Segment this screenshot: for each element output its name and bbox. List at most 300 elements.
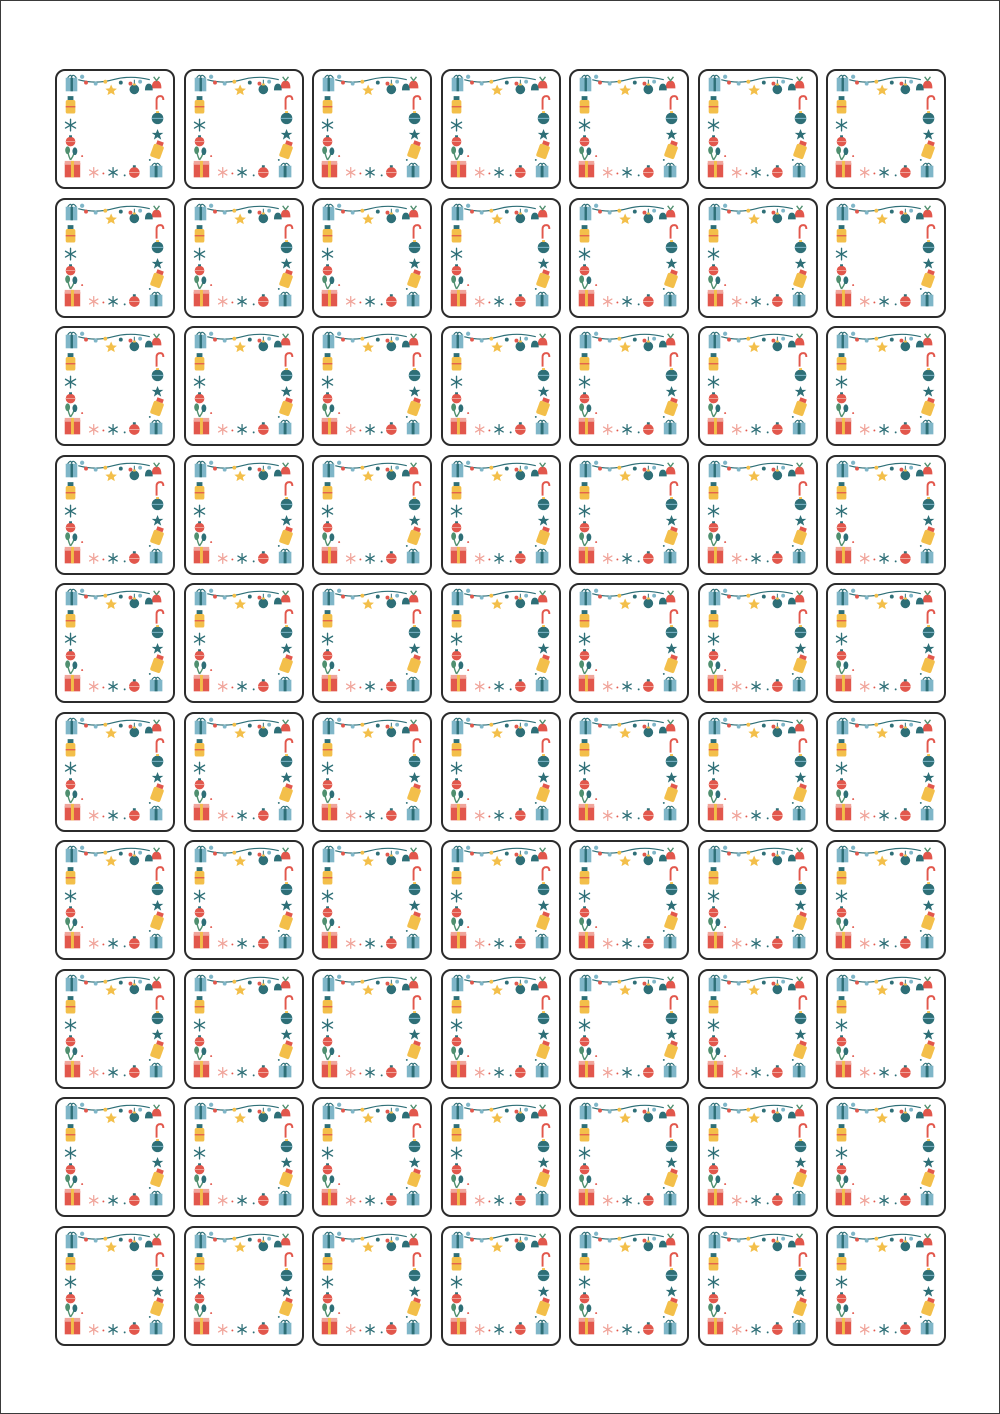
plant-icon: [65, 789, 77, 803]
snowflake-icon: [194, 1019, 204, 1031]
star-icon: [537, 643, 549, 654]
ornament-icon: [386, 1322, 397, 1335]
plant-icon: [65, 1046, 77, 1060]
lantern-icon: [407, 1297, 422, 1316]
lantern-icon: [451, 482, 461, 499]
ornament-icon: [837, 1292, 847, 1303]
string-lights-icon: [721, 1103, 793, 1114]
star-icon: [409, 515, 421, 526]
star-icon: [666, 386, 678, 397]
ornament-icon: [152, 754, 164, 767]
lantern-icon: [278, 140, 293, 159]
snowflake-icon: [90, 553, 98, 563]
gift-icon: [450, 1189, 465, 1205]
gift-icon: [451, 975, 463, 991]
lantern-icon: [535, 783, 550, 802]
snowflake-icon: [366, 1324, 374, 1334]
star-icon: [876, 984, 888, 995]
ornament-icon: [537, 497, 549, 510]
string-lights-icon: [849, 1103, 921, 1114]
christmas-frame-label: [826, 969, 946, 1089]
ornament-icon: [66, 1292, 76, 1303]
plant-icon: [708, 146, 720, 160]
christmas-frame-label: [312, 712, 432, 832]
ornament-icon: [643, 551, 654, 564]
snowflake-icon: [347, 425, 355, 435]
ornament-icon: [129, 1322, 140, 1335]
gift-icon: [451, 332, 463, 348]
snowflake-icon: [109, 296, 117, 306]
lantern-icon: [535, 140, 550, 159]
christmas-frame-label: [184, 1097, 304, 1217]
string-lights-icon: [207, 75, 279, 86]
gift-icon: [921, 420, 934, 434]
lantern-icon: [323, 739, 333, 756]
lantern-icon: [664, 1168, 679, 1187]
snowflake-icon: [66, 1276, 76, 1288]
star-icon: [748, 856, 760, 867]
candy-cane-icon: [414, 739, 421, 753]
gift-icon: [194, 1232, 206, 1248]
christmas-frame-label: [184, 69, 304, 189]
gift-icon: [278, 1320, 291, 1334]
snowflake-icon: [732, 810, 740, 820]
candy-cane-icon: [285, 867, 292, 881]
plant-icon: [322, 1046, 334, 1060]
snowflake-icon: [347, 296, 355, 306]
snowflake-icon: [751, 939, 759, 949]
ornament-icon: [837, 778, 847, 789]
gift-icon: [407, 1191, 420, 1205]
string-lights-icon: [78, 1231, 150, 1242]
plant-icon: [708, 789, 720, 803]
christmas-frame-label: [441, 840, 561, 960]
gift-icon: [664, 677, 677, 691]
lantern-icon: [921, 1297, 936, 1316]
ornament-icon: [258, 1322, 269, 1335]
gift-icon: [322, 161, 337, 177]
star-icon: [234, 213, 246, 224]
ornament-icon: [66, 264, 76, 275]
candy-cane-icon: [157, 867, 164, 881]
candy-cane-icon: [671, 1253, 678, 1267]
lantern-icon: [792, 1297, 807, 1316]
ornament-icon: [409, 240, 421, 253]
lantern-icon: [194, 96, 204, 113]
snowflake-icon: [451, 376, 461, 388]
star-icon: [748, 1241, 760, 1252]
snowflake-icon: [66, 505, 76, 517]
ornament-icon: [772, 165, 783, 178]
snowflake-icon: [90, 425, 98, 435]
lantern-icon: [837, 867, 847, 884]
gift-icon: [580, 75, 592, 91]
plant-icon: [836, 917, 848, 931]
christmas-frame-label: [312, 326, 432, 446]
star-icon: [234, 85, 246, 96]
star-icon: [409, 772, 421, 783]
snowflake-icon: [494, 1196, 502, 1206]
candy-cane-icon: [671, 996, 678, 1010]
gift-icon: [451, 846, 463, 862]
ornament-icon: [643, 422, 654, 435]
gift-icon: [792, 934, 805, 948]
gift-icon: [535, 420, 548, 434]
gift-icon: [579, 289, 594, 305]
lantern-icon: [580, 867, 590, 884]
lantern-icon: [837, 353, 847, 370]
ornament-icon: [129, 551, 140, 564]
candy-cane-icon: [799, 482, 806, 496]
star-icon: [923, 129, 935, 140]
ornament-icon: [772, 1193, 783, 1206]
star-icon: [152, 515, 164, 526]
gift-icon: [194, 718, 206, 734]
snowflake-icon: [880, 296, 888, 306]
lantern-icon: [708, 1124, 718, 1141]
snowflake-icon: [623, 168, 631, 178]
star-icon: [748, 727, 760, 738]
star-icon: [748, 342, 760, 353]
ornament-icon: [258, 1193, 269, 1206]
snowflake-icon: [66, 762, 76, 774]
plant-icon: [451, 789, 463, 803]
star-icon: [409, 643, 421, 654]
snowflake-icon: [347, 939, 355, 949]
gift-icon: [278, 420, 291, 434]
gift-icon: [278, 549, 291, 563]
star-icon: [280, 1029, 292, 1040]
star-icon: [794, 129, 806, 140]
gift-icon: [664, 806, 677, 820]
christmas-frame-label: [698, 1226, 818, 1346]
ornament-icon: [194, 906, 204, 917]
ornament-icon: [837, 392, 847, 403]
snowflake-icon: [347, 810, 355, 820]
christmas-frame-label: [569, 326, 689, 446]
snowflake-icon: [66, 633, 76, 645]
ornament-icon: [580, 1292, 590, 1303]
string-lights-icon: [464, 846, 536, 857]
star-icon: [619, 85, 631, 96]
ornament-icon: [515, 1193, 526, 1206]
snowflake-icon: [708, 248, 718, 260]
ornament-icon: [258, 165, 269, 178]
ornament-icon: [258, 551, 269, 564]
candy-cane-icon: [285, 1253, 292, 1267]
christmas-frame-label: [698, 969, 818, 1089]
ornament-icon: [66, 906, 76, 917]
christmas-frame-label: [826, 840, 946, 960]
gift-icon: [150, 549, 163, 563]
snowflake-icon: [580, 1019, 590, 1031]
gift-icon: [580, 461, 592, 477]
ornament-icon: [258, 422, 269, 435]
ornament-icon: [66, 1035, 76, 1046]
snowflake-icon: [861, 682, 869, 692]
candy-cane-icon: [285, 353, 292, 367]
snowflake-icon: [475, 1196, 483, 1206]
gift-icon: [707, 289, 722, 305]
snowflake-icon: [604, 1196, 612, 1206]
snowflake-icon: [323, 376, 333, 388]
lantern-icon: [837, 1253, 847, 1270]
christmas-frame-label: [569, 712, 689, 832]
star-icon: [923, 386, 935, 397]
gift-icon: [708, 461, 720, 477]
snowflake-icon: [623, 682, 631, 692]
candy-cane-icon: [157, 353, 164, 367]
snowflake-icon: [604, 939, 612, 949]
christmas-frame-label: [441, 583, 561, 703]
lantern-icon: [407, 654, 422, 673]
christmas-frame-label: [55, 69, 175, 189]
string-lights-icon: [592, 974, 664, 985]
ornament-icon: [386, 808, 397, 821]
candy-cane-icon: [542, 96, 549, 110]
plant-icon: [194, 917, 206, 931]
gift-icon: [836, 289, 851, 305]
snowflake-icon: [366, 682, 374, 692]
snowflake-icon: [861, 1067, 869, 1077]
ornament-icon: [323, 1035, 333, 1046]
ornament-icon: [643, 936, 654, 949]
string-lights-icon: [78, 717, 150, 728]
christmas-frame-label: [55, 583, 175, 703]
plant-icon: [65, 1174, 77, 1188]
snowflake-icon: [861, 553, 869, 563]
snowflake-icon: [194, 119, 204, 131]
plant-icon: [194, 275, 206, 289]
ornament-icon: [837, 1163, 847, 1174]
christmas-frame-label: [184, 969, 304, 1089]
ornament-icon: [666, 240, 678, 253]
lantern-icon: [66, 739, 76, 756]
gift-icon: [323, 332, 335, 348]
lantern-icon: [194, 482, 204, 499]
lantern-icon: [708, 867, 718, 884]
snowflake-icon: [323, 1147, 333, 1159]
candy-cane-icon: [414, 1253, 421, 1267]
ornament-icon: [708, 1035, 718, 1046]
ornament-icon: [258, 679, 269, 692]
star-icon: [409, 1157, 421, 1168]
gift-icon: [323, 1232, 335, 1248]
gift-icon: [664, 1063, 677, 1077]
plant-icon: [451, 403, 463, 417]
snowflake-icon: [366, 425, 374, 435]
gift-icon: [664, 1320, 677, 1334]
gift-icon: [921, 934, 934, 948]
gift-icon: [580, 204, 592, 220]
snowflake-icon: [708, 119, 718, 131]
lantern-icon: [708, 225, 718, 242]
gift-icon: [66, 75, 78, 91]
star-icon: [876, 599, 888, 610]
snowflake-icon: [475, 682, 483, 692]
lantern-icon: [278, 269, 293, 288]
lantern-icon: [921, 1168, 936, 1187]
string-lights-icon: [592, 460, 664, 471]
ornament-icon: [409, 368, 421, 381]
star-icon: [748, 85, 760, 96]
plant-icon: [322, 1174, 334, 1188]
candy-cane-icon: [799, 867, 806, 881]
christmas-frame-label: [569, 455, 689, 575]
plant-icon: [836, 403, 848, 417]
string-lights-icon: [335, 717, 407, 728]
snowflake-icon: [366, 939, 374, 949]
snowflake-icon: [323, 762, 333, 774]
snowflake-icon: [880, 810, 888, 820]
gift-icon: [792, 163, 805, 177]
plant-icon: [194, 1046, 206, 1060]
lantern-icon: [66, 482, 76, 499]
lantern-icon: [194, 739, 204, 756]
ornament-icon: [409, 1139, 421, 1152]
star-icon: [234, 1241, 246, 1252]
gift-icon: [837, 1103, 849, 1119]
star-icon: [666, 900, 678, 911]
plant-icon: [322, 146, 334, 160]
snowflake-icon: [604, 553, 612, 563]
star-icon: [794, 900, 806, 911]
ornament-icon: [794, 625, 806, 638]
candy-cane-icon: [671, 353, 678, 367]
star-icon: [409, 1029, 421, 1040]
plant-icon: [451, 1046, 463, 1060]
star-icon: [666, 1157, 678, 1168]
ornament-icon: [280, 1268, 292, 1281]
string-lights-icon: [335, 1103, 407, 1114]
lantern-icon: [580, 1253, 590, 1270]
lantern-icon: [150, 654, 165, 673]
gift-icon: [322, 546, 337, 562]
snowflake-icon: [109, 168, 117, 178]
string-lights-icon: [78, 589, 150, 600]
star-icon: [234, 470, 246, 481]
christmas-frame-label: [441, 455, 561, 575]
gift-icon: [580, 718, 592, 734]
gift-icon: [579, 1189, 594, 1205]
ornament-icon: [923, 1011, 935, 1024]
gift-icon: [792, 1191, 805, 1205]
string-lights-icon: [335, 75, 407, 86]
ornament-icon: [900, 679, 911, 692]
string-lights-icon: [849, 75, 921, 86]
lantern-icon: [535, 269, 550, 288]
ornament-icon: [837, 521, 847, 532]
star-icon: [409, 129, 421, 140]
lantern-icon: [708, 1253, 718, 1270]
lantern-icon: [323, 867, 333, 884]
snowflake-icon: [861, 1196, 869, 1206]
christmas-frame-label: [184, 198, 304, 318]
lantern-icon: [407, 397, 422, 416]
candy-cane-icon: [542, 225, 549, 239]
star-icon: [923, 1286, 935, 1297]
snowflake-icon: [604, 425, 612, 435]
ornament-icon: [280, 754, 292, 767]
star-icon: [152, 258, 164, 269]
snowflake-icon: [475, 296, 483, 306]
snowflake-icon: [880, 1324, 888, 1334]
gift-icon: [278, 1063, 291, 1077]
star-icon: [666, 258, 678, 269]
snowflake-icon: [347, 1196, 355, 1206]
star-icon: [666, 1286, 678, 1297]
plant-icon: [322, 403, 334, 417]
candy-cane-icon: [671, 482, 678, 496]
lantern-icon: [580, 353, 590, 370]
ornament-icon: [580, 264, 590, 275]
gift-icon: [150, 163, 163, 177]
lantern-icon: [323, 353, 333, 370]
snowflake-icon: [751, 1067, 759, 1077]
snowflake-icon: [604, 682, 612, 692]
gift-icon: [792, 292, 805, 306]
ornament-icon: [386, 679, 397, 692]
ornament-icon: [66, 778, 76, 789]
snowflake-icon: [218, 1196, 226, 1206]
snowflake-icon: [109, 810, 117, 820]
christmas-frame-label: [184, 1226, 304, 1346]
gift-icon: [535, 1320, 548, 1334]
snowflake-icon: [109, 939, 117, 949]
star-icon: [152, 643, 164, 654]
string-lights-icon: [721, 589, 793, 600]
lantern-icon: [407, 1040, 422, 1059]
string-lights-icon: [207, 332, 279, 343]
ornament-icon: [708, 1292, 718, 1303]
string-lights-icon: [721, 846, 793, 857]
ornament-icon: [194, 392, 204, 403]
star-icon: [748, 1113, 760, 1124]
snowflake-icon: [109, 682, 117, 692]
candy-cane-icon: [799, 739, 806, 753]
star-icon: [794, 515, 806, 526]
star-icon: [280, 386, 292, 397]
gift-icon: [836, 1189, 851, 1205]
ornament-icon: [409, 497, 421, 510]
ornament-icon: [386, 294, 397, 307]
ornament-icon: [323, 392, 333, 403]
gift-icon: [193, 161, 208, 177]
plant-icon: [836, 146, 848, 160]
christmas-frame-label: [184, 326, 304, 446]
snowflake-icon: [751, 682, 759, 692]
lantern-icon: [535, 654, 550, 673]
candy-cane-icon: [542, 739, 549, 753]
gift-icon: [66, 204, 78, 220]
plant-icon: [579, 403, 591, 417]
lantern-icon: [451, 96, 461, 113]
plant-icon: [322, 275, 334, 289]
star-icon: [491, 213, 503, 224]
christmas-frame-label: [312, 1226, 432, 1346]
snowflake-icon: [194, 248, 204, 260]
snowflake-icon: [604, 1067, 612, 1077]
snowflake-icon: [880, 682, 888, 692]
ornament-icon: [386, 1193, 397, 1206]
lantern-icon: [664, 911, 679, 930]
plant-icon: [451, 1174, 463, 1188]
lantern-icon: [150, 1168, 165, 1187]
lantern-icon: [451, 739, 461, 756]
ornament-icon: [772, 1322, 783, 1335]
christmas-frame-label: [569, 198, 689, 318]
ornament-icon: [900, 808, 911, 821]
